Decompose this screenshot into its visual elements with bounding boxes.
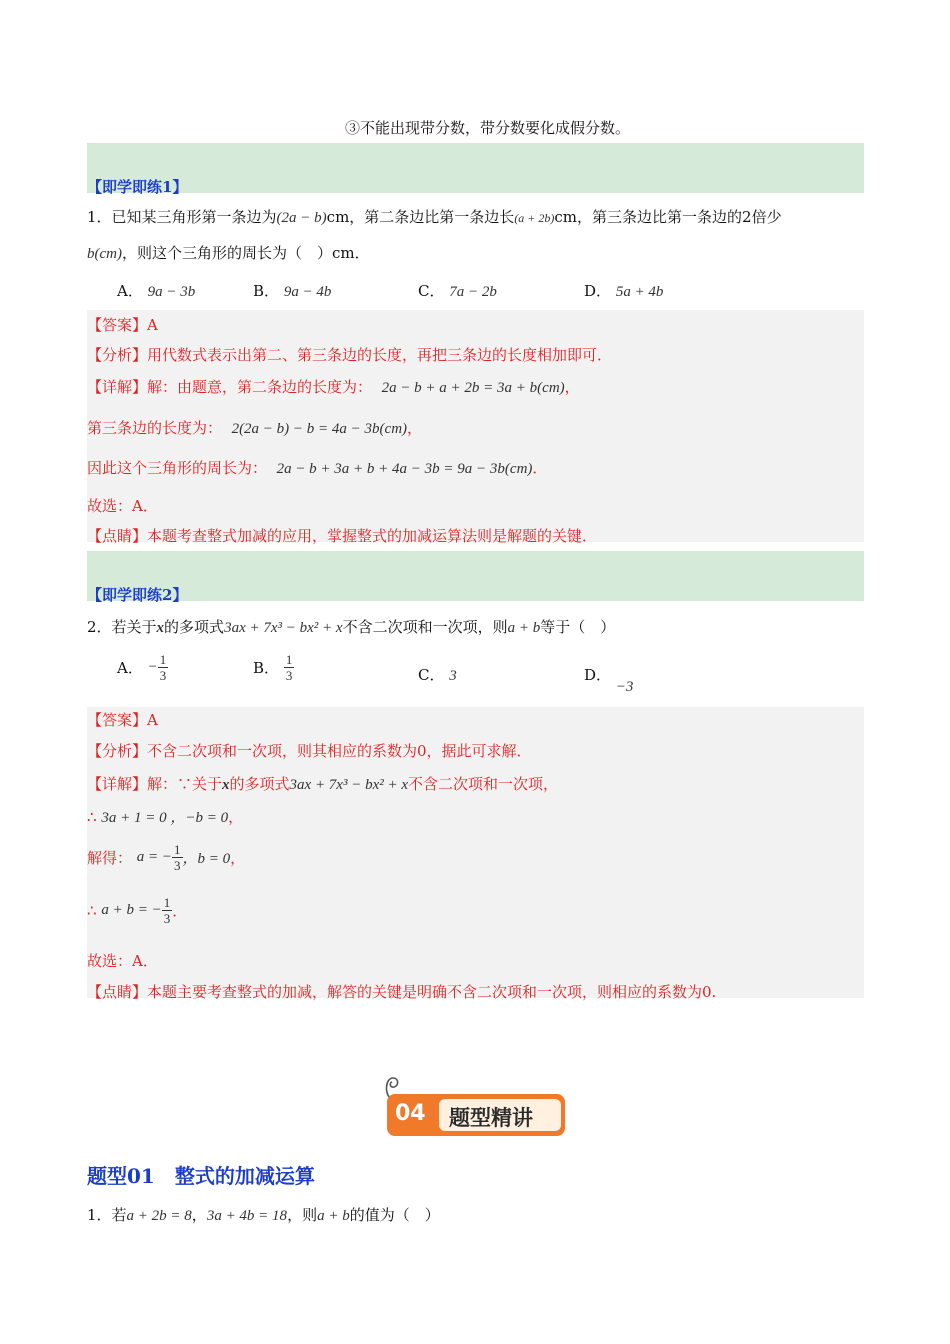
exercise-1-option-c: C． 7a − 2b bbox=[418, 282, 497, 300]
exercise-1-analysis: 【分析】用代数式表示出第二、第三条边的长度，再把三条边的长度相加即可． bbox=[87, 346, 613, 364]
section-badge-number: 04 bbox=[395, 1101, 426, 1126]
exercise-1-choose: 故选：A． bbox=[87, 497, 158, 515]
exercise-1-perimeter: 因此这个三角形的周长为： 2a − b + 3a + b + 4a − 3b = 9a − 3b(cm)． bbox=[87, 459, 548, 477]
exercise-1-option-a: A． 9a − 3b bbox=[117, 282, 196, 300]
exercise-1-band bbox=[87, 143, 864, 193]
exercise-1-tag: 【即学即练1】 bbox=[87, 178, 188, 196]
exercise-2-band bbox=[87, 551, 864, 601]
section-badge-title: 题型精讲 bbox=[449, 1106, 533, 1130]
type-heading: 题型01 整式的加减运算 bbox=[87, 1164, 315, 1188]
exercise-2-option-a: A． − $\frac{1}{3}$ bbox=[117, 652, 167, 683]
exercise-2-point: 【点睛】本题主要考查整式的加减，解答的关键是明确不含二次项和一次项，则相应的系数为0. bbox=[87, 983, 717, 1001]
exercise-2-option-c: C． 3 bbox=[418, 666, 457, 684]
exercise-2-option-b: B． $\frac{1}{3}$ bbox=[253, 652, 293, 683]
exercise-2-tag: 【即学即练2】 bbox=[87, 586, 188, 604]
exercise-2-analysis: 【分析】不含二次项和一次项，则其相应的系数为0，据此可求解． bbox=[87, 742, 532, 760]
section-badge bbox=[387, 1094, 565, 1136]
next-question: 1．若a + 2b = 8，3a + 4b = 18，则a + b的值为（ ） bbox=[87, 1206, 440, 1224]
exercise-2-solve: 解得： a = − $\frac{1}{3}$ ，b = 0， bbox=[87, 842, 246, 873]
exercise-1-answer: 【答案】A bbox=[87, 316, 158, 334]
exercise-1-third-side: 第三条边的长度为： 2(2a − b) − b = 4a − 3b(cm)， bbox=[87, 419, 423, 437]
exercise-1-option-b: B． 9a − 4b bbox=[253, 282, 332, 300]
exercise-1-option-d: D． 5a + 4b bbox=[584, 282, 664, 300]
exercise-2-choose: 故选：A． bbox=[87, 952, 158, 970]
exercise-2-question: 2．若关于x的多项式3ax + 7x³ − bx² + x不含二次项和一次项，则a + b等于（ ） bbox=[87, 618, 616, 636]
exercise-2-option-d: D． −3 bbox=[584, 666, 634, 695]
exercise-2-detail: 【详解】解：∵关于x的多项式3ax + 7x³ − bx² + x不含二次项和一次项， bbox=[87, 775, 559, 793]
exercise-2-therefore-1: ∴ 3a + 1 = 0 ，−b = 0， bbox=[87, 808, 244, 826]
exercise-1-question-cont: b(cm)，则这个三角形的周长为（ ）cm． bbox=[87, 244, 370, 262]
exercise-1-question: 1．已知某三角形第一条边为(2a − b)cm，第二条边比第一条边长(a + 2b)cm，第三条边比第一条边的2倍少 bbox=[87, 208, 782, 226]
exercise-1-detail: 【详解】解：由题意，第二条边的长度为： 2a − b + a + 2b = 3a + b(cm)， bbox=[87, 378, 580, 396]
top-note: ③不能出现带分数，带分数要化成假分数。 bbox=[345, 119, 631, 137]
exercise-2-therefore-2: ∴ a + b = − $\frac{1}{3}$ ． bbox=[87, 895, 188, 926]
exercise-2-answer: 【答案】A bbox=[87, 711, 158, 729]
exercise-1-point: 【点睛】本题考查整式加减的应用，掌握整式的加减运算法则是解题的关键． bbox=[87, 527, 598, 545]
